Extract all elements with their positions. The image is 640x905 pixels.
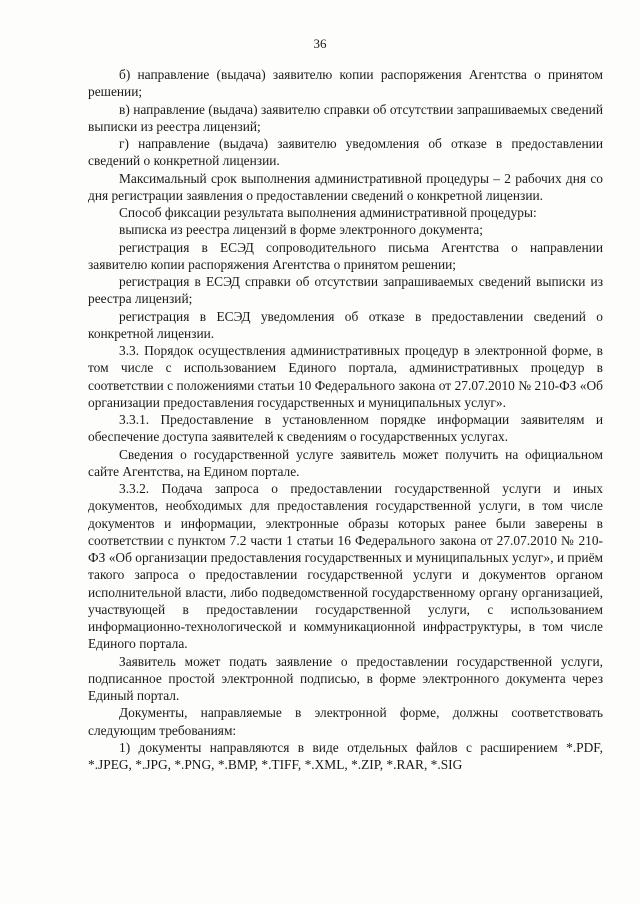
page-number: 36 [313,36,327,51]
paragraph: Максимальный срок выполнения административной процедуры – 2 рабочих дня со дня регистрации заявления о предоставлении сведений о конкретной лицензии. [88,170,603,203]
paragraph: 3.3. Порядок осуществления административных процедур в электронной форме, в том числе с использованием Единого портала, административных процедур в соответствии с положениями статьи 10 Федерального закона от 27.07.2010 № 210-ФЗ «Об организации предоставления государственных и муниципальных услуг». [88,343,603,410]
paragraph: г) направление (выдача) заявителю уведомления об отказе в предоставлении сведений о конкретной лицензии. [88,136,603,169]
paragraph: регистрация в ЕСЭД справки об отсутствии запрашиваемых сведений выписки из реестра лицензий; [88,274,603,307]
paragraph: в) направление (выдача) заявителю справки об отсутствии запрашиваемых сведений выписки из реестра лицензий; [88,101,603,134]
paragraph: Способ фиксации результата выполнения административной процедуры: [119,205,537,220]
paragraph: Сведения о государственной услуге заявитель может получить на официальном сайте Агентства, на Едином портале. [88,446,603,479]
paragraph: 3.3.1. Предоставление в установленном порядке информации заявителям и обеспечение доступа заявителей к сведениям о государственных услугах. [88,412,603,445]
paragraph: б) направление (выдача) заявителю копии распоряжения Агентства о принятом решении; [88,67,603,100]
paragraph: регистрация в ЕСЭД сопроводительного письма Агентства о направлении заявителю копии распоряжения Агентства о принятом решении; [88,239,603,272]
paragraph: Документы, направляемые в электронной форме, должны соответствовать следующим требованиям: [88,705,603,738]
paragraph: 1) документы направляются в виде отдельных файлов с расширением *.PDF, *.JPEG, *.JPG, *.PNG, *.BMP, *.TIFF, *.XML, *.ZIP, *.RAR, *.SIG [88,739,603,772]
paragraph: выписка из реестра лицензий в форме электронного документа; [119,222,483,238]
page-body [88,66,603,773]
paragraph: Заявитель может подать заявление о предоставлении государственной услуги, подписанное простой электронной подписью, в форме электронного документа через Единый портал. [88,653,603,703]
paragraph: 3.3.2. Подача запроса о предоставлении государственной услуги и иных документов, необходимых для предоставления государственной услуги, в том числе документов и информации, электронные образы которых ранее были заверены в соответствии с пунктом 7.2 части 1 статьи 16 Федерального закона от 27.07.2010 № 210-ФЗ «Об организации предоставления государственных и муниципальных услуг», и приём такого запроса о предоставлении государственной услуги и документов органом исполнительной власти, либо подведомственной государственному органу организацией, участвующей в предоставлении государственной услуги, с использованием информационно-технологической и коммуникационной инфраструктуры, в том числе Единого портала. [88,481,603,652]
paragraph: регистрация в ЕСЭД уведомления об отказе в предоставлении сведений о конкретной лицензии. [88,308,603,341]
